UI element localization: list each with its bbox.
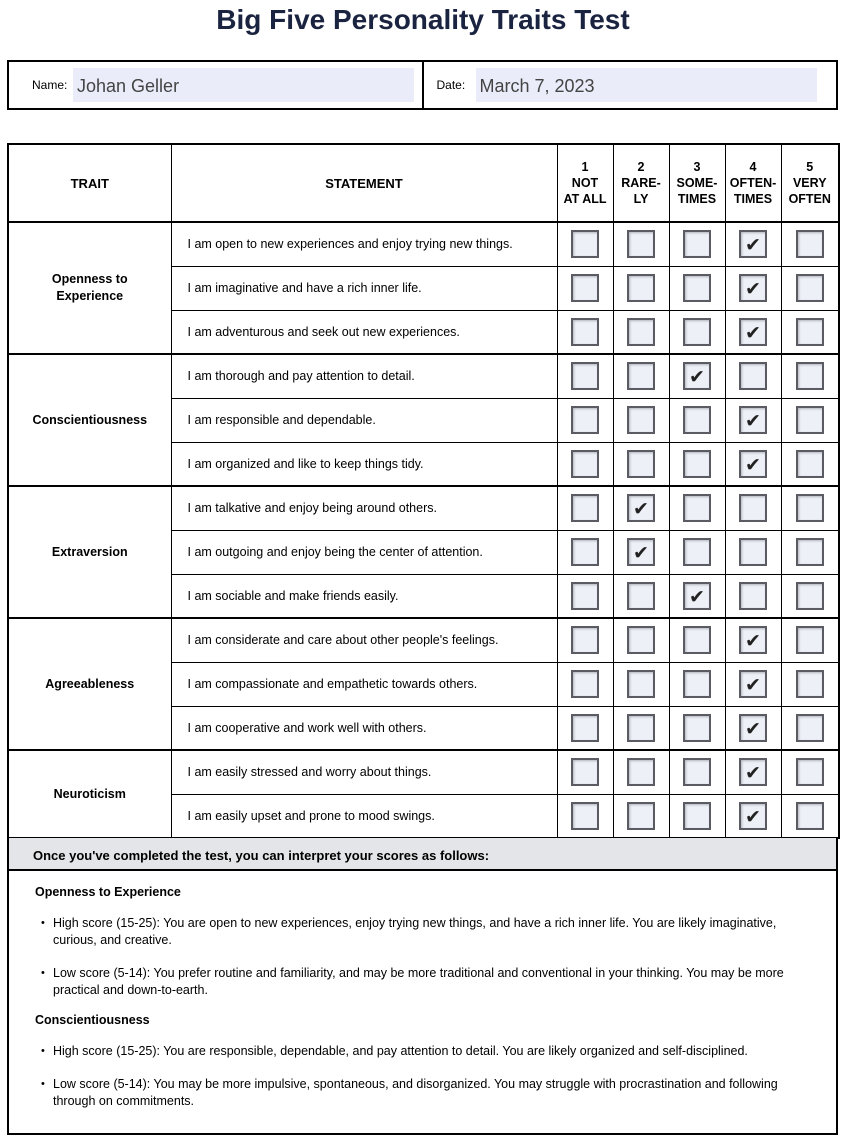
scale-header-5: 5 VERY OFTEN [781,144,839,222]
rating-cell [613,750,669,794]
rating-cell [669,662,725,706]
rating-checkbox-3[interactable] [683,318,711,346]
page-title: Big Five Personality Traits Test [216,4,630,35]
rating-checkbox-1[interactable] [571,362,599,390]
scale-header-1: 1 NOT AT ALL [557,144,613,222]
rating-cell [613,442,669,486]
info-box [7,60,838,110]
rating-cell [613,618,669,662]
rating-cell [725,794,781,838]
rating-checkbox-3[interactable] [683,538,711,566]
rating-checkbox-2[interactable] [627,714,655,742]
check-icon: ✔ [745,674,761,696]
rating-checkbox-1[interactable] [571,670,599,698]
interpretation-bullet: • High score (15-25): You are open to new experiences, enjoy trying new things, and have a rich inner life. You are likely imaginative, curious, and creative. [35,915,836,949]
check-icon: ✔ [745,630,761,653]
table-row [8,750,839,794]
rating-cell [781,794,839,838]
rating-checkbox-2[interactable] [627,626,655,654]
statement-text: I am sociable and make friends easily. [171,574,557,618]
rating-checkbox-2[interactable] [627,450,655,478]
rating-checkbox-3[interactable] [683,758,711,786]
rating-cell [613,574,669,618]
rating-checkbox-1[interactable] [571,714,599,742]
rating-cell [781,222,839,266]
rating-cell [669,222,725,266]
rating-checkbox-4[interactable] [739,318,767,346]
rating-cell [725,266,781,310]
table-row [8,618,839,662]
rating-checkbox-3[interactable] [683,670,711,698]
rating-cell [669,310,725,354]
rating-cell [557,618,613,662]
rating-cell [613,354,669,398]
rating-cell [781,398,839,442]
rating-checkbox-2[interactable] [627,494,655,522]
test-table [7,143,840,839]
date-cell [422,62,837,108]
scale-header-4: 4 OFTEN- TIMES [725,144,781,222]
table-row [8,486,839,530]
rating-cell [725,662,781,706]
rating-cell [613,398,669,442]
statement-text: I am talkative and enjoy being around others. [171,486,557,530]
statement-text: I am easily upset and prone to mood swings. [171,794,557,838]
test-table-body [8,222,839,838]
statement-text: I am compassionate and empathetic towards others. [171,662,557,706]
rating-checkbox-4[interactable] [739,538,767,566]
interpretation-bullet: • Low score (5-14): You prefer routine and familiarity, and may be more traditional and conventional in your thinking. You may be more practical and down-to-earth. [35,965,836,999]
rating-checkbox-3[interactable] [683,274,711,302]
rating-checkbox-3[interactable] [683,494,711,522]
rating-checkbox-2[interactable] [627,274,655,302]
rating-cell [557,354,613,398]
rating-cell [669,354,725,398]
check-icon: ✔ [745,762,761,785]
rating-cell [557,750,613,794]
rating-checkbox-1[interactable] [571,626,599,654]
rating-checkbox-5[interactable] [796,802,824,830]
name-field[interactable]: Johan Geller [73,68,414,102]
check-icon: ✔ [745,717,761,740]
interpretation-section-title: Conscientiousness [35,1013,150,1027]
rating-checkbox-3[interactable] [683,714,711,742]
statement-text: I am adventurous and seek out new experiences. [171,310,557,354]
rating-checkbox-3[interactable] [683,450,711,478]
statement-text: I am considerate and care about other people's feelings. [171,618,557,662]
trait-column-header: TRAIT [8,144,171,222]
rating-cell [781,706,839,750]
rating-cell [669,442,725,486]
rating-checkbox-5[interactable] [796,230,824,258]
rating-checkbox-1[interactable] [571,494,599,522]
rating-cell [669,750,725,794]
rating-checkbox-4[interactable] [739,274,767,302]
rating-checkbox-5[interactable] [796,714,824,742]
rating-cell [557,662,613,706]
statement-text: I am open to new experiences and enjoy trying new things. [171,222,557,266]
rating-checkbox-4[interactable] [739,450,767,478]
rating-cell [781,354,839,398]
check-icon: ✔ [689,366,705,389]
rating-checkbox-5[interactable] [796,626,824,654]
rating-cell [557,574,613,618]
rating-cell [669,574,725,618]
check-icon: ✔ [689,585,705,608]
rating-cell [557,310,613,354]
date-field[interactable]: March 7, 2023 [476,68,817,102]
rating-checkbox-3[interactable] [683,802,711,830]
interpretation-bullet: • Low score (5-14): You may be more impulsive, spontaneous, and disorganized. You may struggle with procrastination and following through on commitments. [35,1076,836,1110]
rating-checkbox-4[interactable] [739,714,767,742]
rating-cell [781,618,839,662]
rating-checkbox-5[interactable] [796,318,824,346]
date-label: Date: [436,78,466,92]
rating-cell [669,794,725,838]
rating-cell [557,398,613,442]
interpretation-panel [7,838,838,1135]
rating-cell [613,706,669,750]
rating-cell [781,750,839,794]
rating-checkbox-4[interactable] [739,362,767,390]
rating-cell [781,310,839,354]
rating-checkbox-2[interactable] [627,230,655,258]
rating-checkbox-4[interactable] [739,230,767,258]
rating-cell [557,794,613,838]
check-icon: ✔ [745,805,761,828]
rating-checkbox-5[interactable] [796,538,824,566]
table-row [8,354,839,398]
rating-cell [725,750,781,794]
trait-name: Conscientiousness [8,354,171,486]
statement-text: I am thorough and pay attention to detail. [171,354,557,398]
rating-cell [557,222,613,266]
rating-checkbox-4[interactable] [739,758,767,786]
rating-cell [725,486,781,530]
rating-cell [725,442,781,486]
rating-checkbox-2[interactable] [627,538,655,566]
rating-cell [557,266,613,310]
rating-checkbox-5[interactable] [796,274,824,302]
rating-checkbox-1[interactable] [571,582,599,610]
rating-cell [781,266,839,310]
rating-checkbox-1[interactable] [571,450,599,478]
statement-text: I am organized and like to keep things tidy. [171,442,557,486]
rating-cell [781,574,839,618]
rating-checkbox-1[interactable] [571,802,599,830]
rating-checkbox-5[interactable] [796,670,824,698]
rating-cell [669,266,725,310]
check-icon: ✔ [633,542,649,564]
rating-cell [725,398,781,442]
scale-header-3: 3 SOME- TIMES [669,144,725,222]
rating-cell [669,618,725,662]
trait-name: Agreeableness [8,618,171,750]
trait-name: Neuroticism [8,750,171,838]
check-icon: ✔ [745,321,761,344]
rating-cell [669,398,725,442]
rating-cell [781,662,839,706]
trait-name: Openness to Experience [8,222,171,354]
table-row [8,222,839,266]
rating-checkbox-5[interactable] [796,406,824,434]
rating-cell [725,706,781,750]
rating-checkbox-3[interactable] [683,230,711,258]
rating-checkbox-5[interactable] [796,362,824,390]
rating-checkbox-2[interactable] [627,802,655,830]
rating-checkbox-2[interactable] [627,318,655,346]
rating-checkbox-3[interactable] [683,582,711,610]
statement-text: I am cooperative and work well with others. [171,706,557,750]
rating-checkbox-4[interactable] [739,494,767,522]
rating-cell [613,662,669,706]
rating-checkbox-4[interactable] [739,802,767,830]
statement-text: I am imaginative and have a rich inner life. [171,266,557,310]
rating-cell [725,310,781,354]
rating-cell [557,706,613,750]
rating-checkbox-3[interactable] [683,626,711,654]
rating-cell [613,266,669,310]
rating-checkbox-2[interactable] [627,758,655,786]
interpretation-heading: Once you've completed the test, you can interpret your scores as follows: [9,838,836,871]
rating-cell [613,310,669,354]
rating-cell [613,486,669,530]
rating-checkbox-5[interactable] [796,450,824,478]
rating-checkbox-2[interactable] [627,406,655,434]
statement-text: I am easily stressed and worry about things. [171,750,557,794]
rating-cell [669,530,725,574]
rating-checkbox-4[interactable] [739,582,767,610]
rating-cell [725,354,781,398]
rating-checkbox-4[interactable] [739,670,767,698]
scale-header-2: 2 RARE- LY [613,144,669,222]
interpretation-section [9,885,836,999]
check-icon: ✔ [745,453,761,476]
rating-checkbox-2[interactable] [627,362,655,390]
rating-cell [725,574,781,618]
rating-checkbox-1[interactable] [571,230,599,258]
interpretation-section-title: Openness to Experience [35,885,181,899]
rating-checkbox-1[interactable] [571,318,599,346]
rating-checkbox-5[interactable] [796,494,824,522]
rating-checkbox-1[interactable] [571,274,599,302]
rating-checkbox-4[interactable] [739,406,767,434]
rating-cell [613,530,669,574]
check-icon: ✔ [745,234,761,257]
rating-cell [557,530,613,574]
rating-checkbox-1[interactable] [571,758,599,786]
rating-cell [781,530,839,574]
rating-checkbox-5[interactable] [796,758,824,786]
table-header-row [8,144,839,222]
interpretation-section [9,1013,836,1110]
interpretation-bullet: • High score (15-25): You are responsible, dependable, and pay attention to detail. You are likely organized and self-disciplined. [35,1043,836,1060]
rating-checkbox-4[interactable] [739,626,767,654]
interpretation-sections [9,885,836,1110]
rating-cell [613,222,669,266]
trait-name: Extraversion [8,486,171,618]
statement-text: I am responsible and dependable. [171,398,557,442]
rating-checkbox-1[interactable] [571,406,599,434]
rating-checkbox-3[interactable] [683,362,711,390]
rating-checkbox-2[interactable] [627,670,655,698]
check-icon: ✔ [745,278,761,300]
rating-cell [557,442,613,486]
rating-checkbox-2[interactable] [627,582,655,610]
rating-cell [669,706,725,750]
name-label: Name: [32,78,68,92]
rating-cell [725,618,781,662]
statement-column-header: STATEMENT [171,144,557,222]
rating-checkbox-1[interactable] [571,538,599,566]
check-icon: ✔ [633,498,649,521]
rating-checkbox-5[interactable] [796,582,824,610]
rating-cell [781,442,839,486]
rating-cell [781,486,839,530]
statement-text: I am outgoing and enjoy being the center of attention. [171,530,557,574]
name-cell [9,62,422,108]
rating-cell [725,222,781,266]
check-icon: ✔ [745,410,761,432]
rating-cell [669,486,725,530]
rating-checkbox-3[interactable] [683,406,711,434]
rating-cell [557,486,613,530]
rating-cell [613,794,669,838]
rating-cell [725,530,781,574]
